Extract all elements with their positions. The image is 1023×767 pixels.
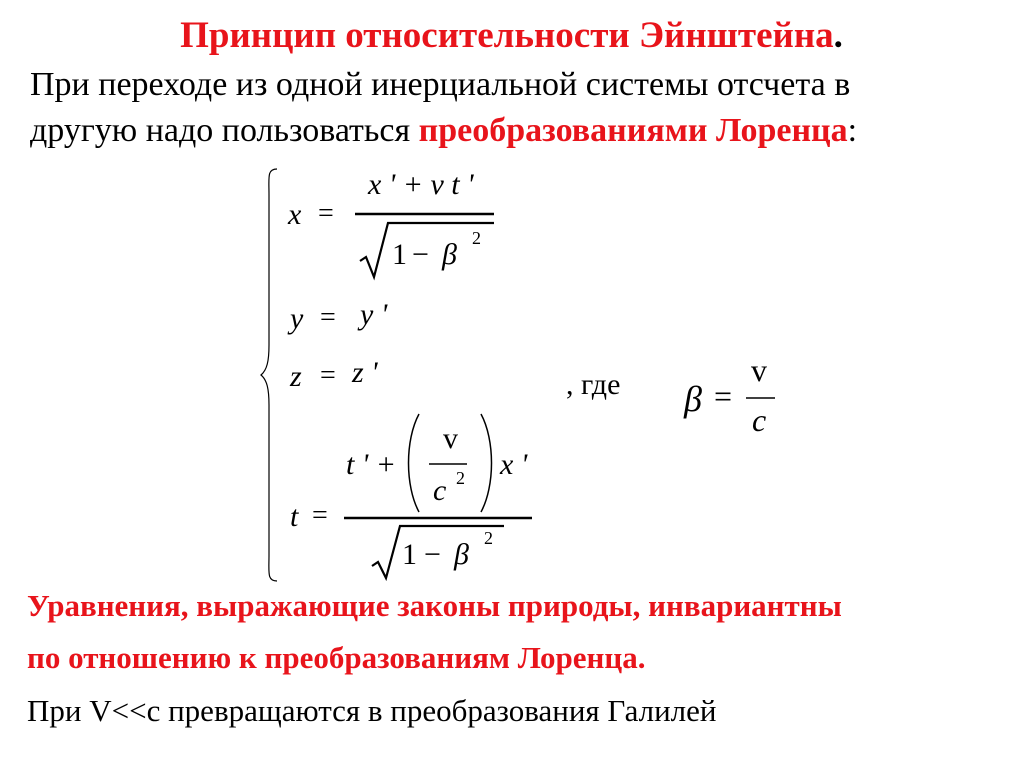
t-den-beta: β [454,538,469,571]
t-num-c: c [433,474,447,507]
t-num-v: v [443,422,458,455]
x-den-beta: β [442,238,457,271]
z-equals: = [320,360,336,391]
statement-line-2: по отношению к преобразованиям Лоренца. [27,640,646,675]
t-den-minus: − [424,538,441,571]
galilean-note: При V<<c превращаются в преобразования Галилей [27,693,717,728]
lorentz-highlight: преобразованиями Лоренца [418,112,848,149]
where-label: , где [566,368,621,401]
x-lhs: x [288,198,302,231]
statement-line-1: Уравнения, выражающие законы природы, инвариантны [27,588,842,623]
page-title [0,14,1023,57]
intro-colon: : [847,112,858,149]
t-lhs: t [290,500,299,533]
t-num-x: x ' [500,448,528,481]
intro-prefix: другую надо пользоваться [30,112,419,149]
beta-equals: = [714,378,733,414]
system-brace-icon [255,165,285,585]
z-rhs: z ' [352,356,378,389]
x-numerator: x ' + v t ' [368,168,474,201]
title-period: . [833,15,843,56]
t-equals: = [312,500,328,531]
beta-num-v: v [751,352,767,388]
beta-den-c: c [752,402,767,438]
x-equals: = [318,198,334,229]
intro-line-1: При переходе из одной инерциальной системы отсчета в [30,66,851,103]
intro-line-2 [30,112,857,150]
z-lhs: z [290,360,302,393]
title-text: Принцип относительности Эйнштейна [180,15,834,56]
beta-symbol: β [684,379,702,419]
beta-fraction-line [745,395,777,401]
x-den-minus: − [412,238,429,271]
x-den-exp: 2 [472,228,481,248]
y-lhs: y [290,302,304,335]
t-num-t: t ' + [346,448,396,481]
t-num-c-exp: 2 [456,468,465,488]
x-den-one: 1 [392,238,407,271]
t-den-one: 1 [402,538,417,571]
t-den-exp: 2 [484,528,493,548]
y-equals: = [320,302,336,333]
y-rhs: y ' [360,298,388,331]
